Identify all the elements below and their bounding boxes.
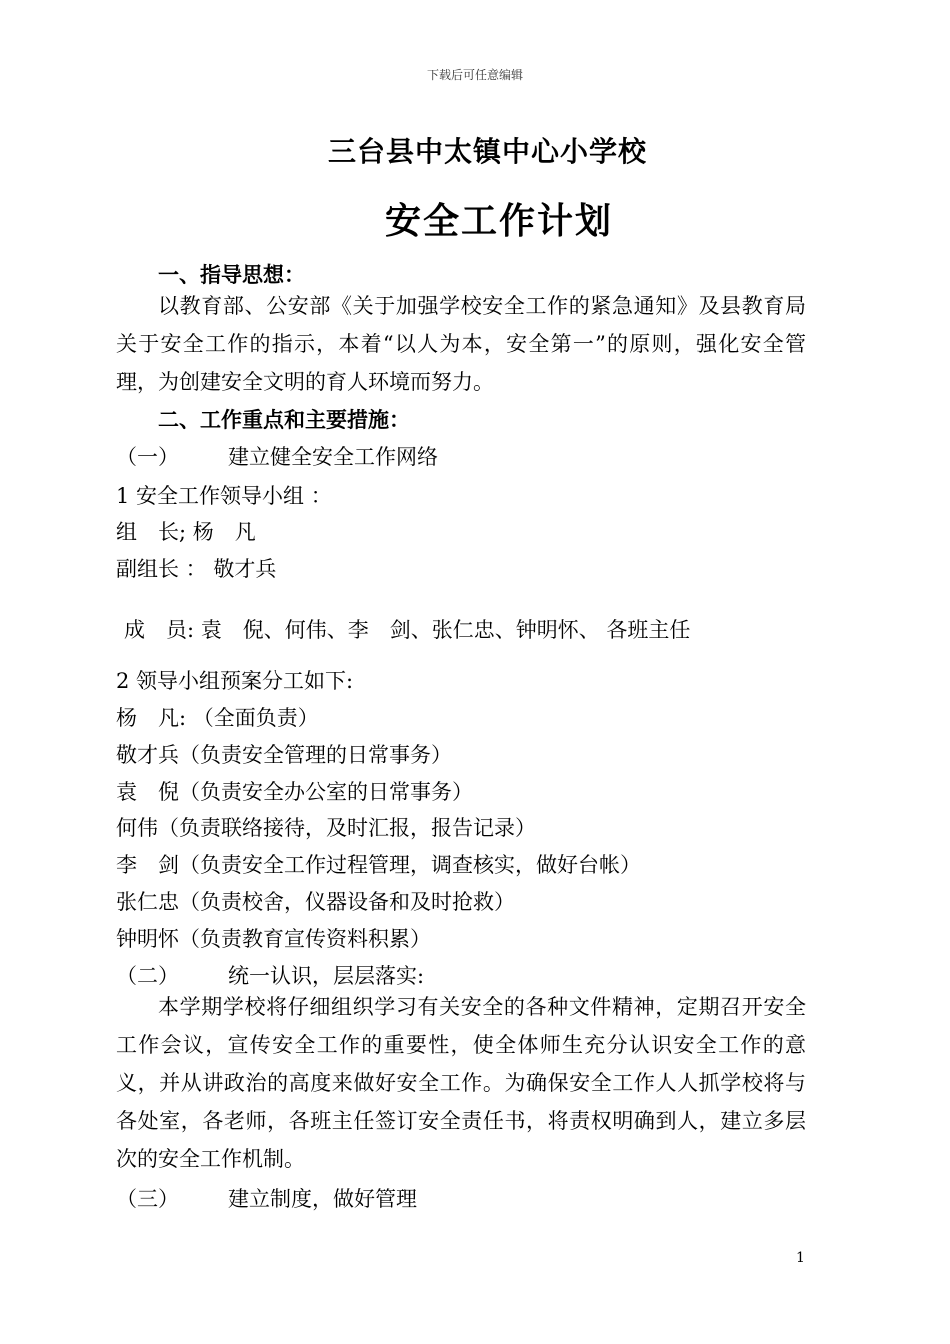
document-subtitle: 安全工作计划 [384,201,613,242]
document-title: 三台县中太镇中心小学校 [327,135,647,168]
section1-paragraph: 以教育部、公安部《关于加强学校安全工作的紧急通知》及县教育局关于安全工作的指示，本着“以人为本，安全第一”的原则，强化安全管理，为创建安全文明的育人环境而努力。 [116,294,806,394]
duty-item: 李 剑（负责安全工作过程管理，调查核实，做好台帐） [116,853,641,877]
section2-paragraph: 本学期学校将仔细组织学习有关安全的各种文件精神，定期召开安全工作会议，宣传安全工作的重要性，使全体师生充分认识安全工作的意义，并从讲政治的高度来做好安全工作。为确保安全工作人人抓学校将与各处室，各老师，各班主任签订安全责任书，将责权明确到人，建立多层次的安全工作机制。 [116,995,806,1171]
duty-item: 敬才兵（负责安全管理的日常事务） [116,743,452,767]
page-number: 1 [796,1250,805,1266]
duty-item: 袁 倪（负责安全办公室的日常事务） [116,780,473,804]
duty-item: 何伟（负责联络接待，及时汇报，报告记录） [116,816,536,840]
duty-item: 杨 凡: （全面负责） [116,706,319,730]
duty-title: 2 领导小组预案分工如下: [116,669,354,693]
page-header: 下载后可任意编辑 [426,68,523,82]
sub2-title: 统一认识，层层落实: [228,964,425,988]
sub3-number: （三） [116,1187,179,1211]
section2-heading: 二、工作重点和主要措施： [158,408,410,432]
section1-heading: 一、指导思想： [158,263,305,287]
duty-item: 钟明怀（负责教育宣传资料积累） [116,927,431,951]
duty-item: 张仁忠（负责校舍，仪器设备和及时抢救） [116,890,515,914]
members-line: 成 员: 袁 倪、何伟、李 剑、张仁忠、钟明怀、 各班主任 [124,618,691,642]
group-title: 1 安全工作领导小组 ： [116,484,332,508]
sub1-title: 建立健全安全工作网络 [228,445,438,469]
sub2-number: （二） [116,964,179,988]
sub1-number: （一） [116,445,179,469]
sub3-title: 建立制度，做好管理 [228,1187,417,1211]
vice-leader-line: 副组长 ： 敬才兵 [116,557,277,581]
leader-line: 组 长; 杨 凡 [116,520,256,544]
